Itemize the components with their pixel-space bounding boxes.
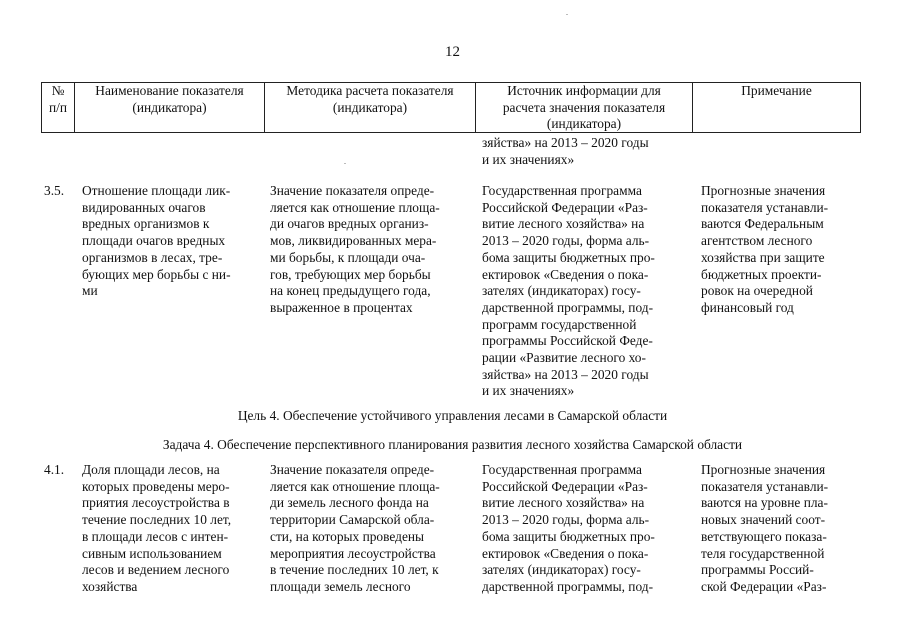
task-heading: Задача 4. Обеспечение перспективного планирования развития лесного хозяйства Самарской области — [162, 437, 743, 452]
header-source: Источник информации для расчета значения показателя (индикатора) — [502, 83, 666, 132]
header-bottom-border — [41, 132, 861, 133]
information-source: Государственная программа Российской Федерации «Раз- витие лесного хозяйства» на 2013 – 2020 годы, форма аль- бома защиты бюджетных про- ектировок «Сведения о пока- зателях (индикаторах) госу- дарственной программы, под- программ государственной программы Российской Феде- рации «Развитие лесного хо- зяйства» на 2013 – 2020 годы и их значениях» — [482, 183, 655, 399]
calculation-method: Значение показателя опреде- ляется как отношение площа- ди земель лесного фонда на территории Самарской обла- сти, на которых проведены мероприятия лесоустройства в течение последних 10 лет, к площади земель лесного — [270, 462, 440, 594]
note: Прогнозные значения показателя устанавли- ваются на уровне пла- новых значений соот- ветствующего показа- теля государственной программы Россий- ской Федерации «Раз- — [701, 462, 829, 594]
row-number: 4.1. — [44, 462, 65, 477]
scan-speck — [566, 14, 568, 15]
page-number: 12 — [445, 44, 460, 60]
row-number: 3.5. — [44, 183, 65, 198]
continuation-source: зяйства» на 2013 – 2020 годы и их значениях» — [482, 135, 649, 167]
header-note: Примечание — [741, 83, 812, 98]
indicator-name: Отношение площади лик- видированных очагов вредных организмов к площади очагов вредных организмов в лесах, тре- бующих мер борьбы с ни- ми — [82, 183, 231, 299]
indicator-name: Доля площади лесов, на которых проведены меро- приятия лесоустройства в течение последних 10 лет, в площади лесов с интен- сивным использованием лесов и ведением лесного хозяйства — [82, 462, 232, 594]
calculation-method: Значение показателя опреде- ляется как отношение площа- ди очагов вредных организ- мов, ликвидированных мера- ми борьбы, к площади оча- гов, требующих мер борьбы на конец предыдущего года, выраженное в процентах — [270, 183, 440, 315]
header-indicator-name: Наименование показателя (индикатора) — [95, 83, 244, 115]
header-method: Методика расчета показателя (индикатора) — [286, 83, 454, 115]
note: Прогнозные значения показателя устанавли- ваются Федеральным агентством лесного хозяйства при защите бюджетных проекти- ровок на очередной финансовый год — [701, 183, 829, 315]
header-divider — [860, 82, 861, 133]
header-num: № п/п — [48, 83, 68, 115]
goal-heading: Цель 4. Обеспечение устойчивого управления лесами в Самарской области — [237, 408, 668, 423]
information-source: Государственная программа Российской Федерации «Раз- витие лесного хозяйства» на 2013 – 2020 годы, форма аль- бома защиты бюджетных про- ектировок «Сведения о пока- зателях (индикаторах) госу- дарственной программы, под- — [482, 462, 655, 594]
scan-speck — [344, 163, 346, 164]
